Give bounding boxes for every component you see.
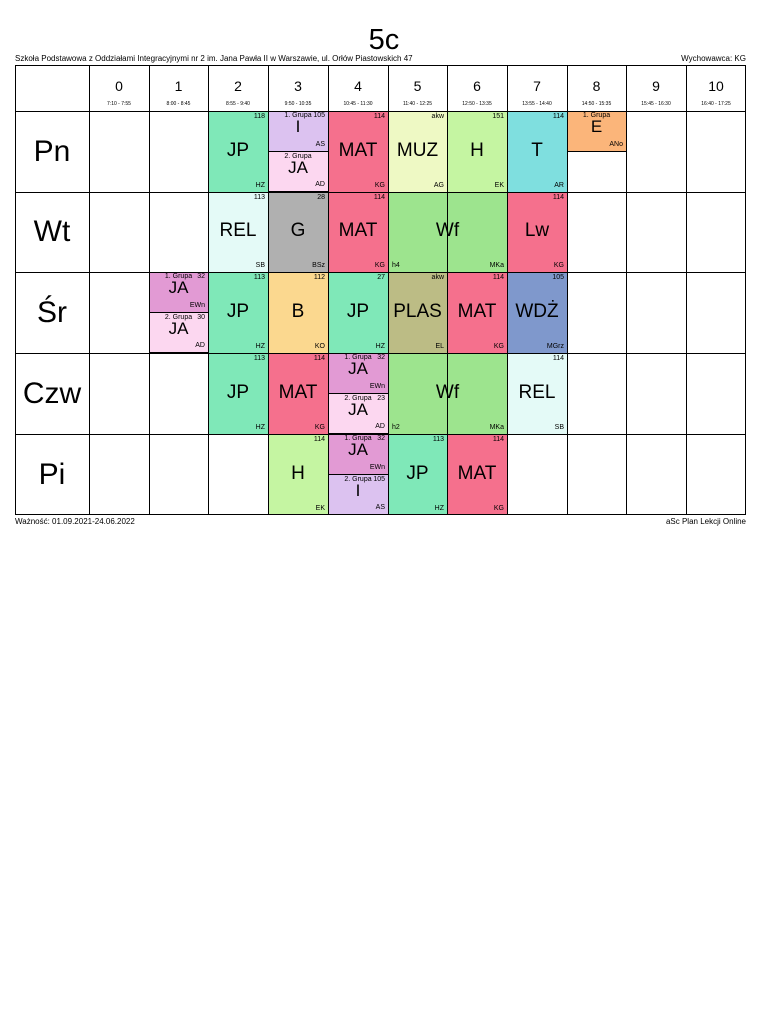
subject-label: MAT: [457, 463, 497, 484]
teacher-code: MGrz: [546, 343, 564, 350]
lesson-cell[interactable]: [268, 152, 328, 192]
grid-line: [15, 192, 746, 193]
subject-label: JP: [406, 463, 429, 484]
teacher-code: KG: [493, 343, 504, 350]
teacher-code: KG: [374, 182, 385, 189]
class-title: 5c: [368, 24, 400, 56]
period-time: 16:40 - 17:25: [701, 101, 731, 107]
subject-label: Lw: [524, 220, 550, 241]
lesson-cell[interactable]: [328, 353, 388, 394]
group-room: 30: [197, 314, 205, 321]
room-number: 114: [313, 436, 325, 443]
teacher-code: MKa: [489, 424, 504, 431]
lesson-cell[interactable]: [268, 434, 328, 515]
subject-label: MAT: [338, 220, 378, 241]
period-number: 7: [533, 78, 541, 94]
grid-line: [15, 272, 746, 273]
grid-line: [567, 65, 568, 515]
subject-label: JP: [346, 301, 370, 322]
period-number: 2: [234, 78, 242, 94]
day-label: Wt: [33, 215, 71, 248]
room-code: EWn: [189, 302, 205, 309]
teacher-code: EK: [315, 505, 325, 512]
teacher-code: AR: [554, 182, 564, 189]
room-code: AS: [315, 141, 325, 148]
period-header: [686, 66, 746, 110]
lesson-cell[interactable]: [268, 272, 328, 353]
room-number: 27: [377, 274, 385, 281]
validity-dates: Ważność: 01.09.2021-24.06.2022: [15, 517, 135, 526]
room-number: 114: [373, 194, 385, 201]
group-label: 2. Grupa: [284, 153, 312, 160]
period-time: 10:45 - 11:30: [343, 101, 373, 107]
subject-label: I: [355, 481, 361, 500]
lesson-cell[interactable]: [328, 192, 388, 272]
period-header: [208, 66, 268, 110]
subject-label: Wf: [435, 220, 460, 241]
timetable-grid: [15, 65, 746, 515]
room-code: EWn: [369, 383, 385, 390]
group-room: 32: [197, 273, 205, 280]
room-number: 113: [432, 436, 444, 443]
group-room: 105: [313, 112, 325, 119]
grid-line: [388, 65, 389, 515]
day-label: Pn: [33, 135, 71, 168]
group-label: 2. Grupa: [164, 314, 193, 321]
teacher-code: HZ: [434, 505, 444, 512]
teacher-code: HZ: [255, 182, 265, 189]
teacher-code: SB: [255, 262, 265, 269]
teacher-code: KG: [553, 262, 564, 269]
room-code: h2: [392, 424, 400, 431]
period-header: [149, 66, 208, 110]
subject-label: JA: [348, 359, 368, 378]
period-header: [89, 66, 149, 110]
group-label: 2. Grupa: [344, 476, 372, 483]
period-number: 6: [473, 78, 481, 94]
period-number: 10: [708, 78, 724, 94]
period-time: 8:00 - 8:45: [166, 101, 191, 107]
subject-label: WDŻ: [515, 301, 559, 322]
room-number: 114: [552, 194, 564, 201]
teacher-code: MKa: [489, 262, 504, 269]
lesson-cell[interactable]: [507, 272, 567, 353]
lesson-cell[interactable]: [447, 272, 507, 353]
group-room: 32: [377, 435, 385, 442]
lesson-cell[interactable]: [268, 192, 328, 272]
room-number: 118: [253, 113, 265, 120]
subject-label: E: [590, 117, 603, 136]
day-label: Pi: [38, 458, 66, 491]
footer-brand: aSc Plan Lekcji Online: [665, 517, 746, 526]
subject-label: Wf: [435, 382, 460, 403]
subject-label: I: [295, 117, 301, 136]
teacher-code: AS: [375, 504, 385, 511]
room-number: 105: [552, 274, 564, 281]
period-number: 4: [354, 78, 362, 94]
period-time: 11:40 - 12:25: [402, 101, 433, 107]
teacher-code: SB: [554, 424, 564, 431]
lesson-cell[interactable]: [208, 111, 268, 192]
teacher-code: HZ: [255, 424, 265, 431]
lesson-cell[interactable]: [328, 434, 388, 475]
room-number: 113: [253, 355, 265, 362]
group-label: 2. Grupa: [344, 395, 372, 402]
subject-label: MAT: [457, 301, 497, 322]
teacher-code: KO: [314, 343, 325, 350]
teacher-code: AG: [433, 182, 444, 189]
period-time: 8:55 - 9:40: [226, 101, 250, 107]
subject-label: JA: [168, 278, 189, 297]
period-header: [388, 66, 447, 110]
grid-line: [328, 65, 329, 515]
teacher-code: EL: [435, 343, 444, 350]
period-number: 8: [592, 78, 601, 94]
room-number: 113: [253, 274, 265, 281]
lesson-cell[interactable]: [328, 394, 388, 434]
subject-label: JA: [288, 158, 308, 177]
subject-label: REL: [518, 382, 556, 403]
grid-line: [89, 65, 90, 515]
subject-label: MUZ: [396, 140, 439, 161]
period-time: 15:45 - 16:30: [641, 101, 671, 107]
lesson-cell[interactable]: [149, 313, 208, 353]
room-number: 114: [492, 436, 504, 443]
teacher-code: HZ: [255, 343, 265, 350]
grid-line: [15, 111, 746, 112]
lesson-cell[interactable]: [388, 434, 447, 515]
lesson-cell[interactable]: [149, 272, 208, 313]
lesson-cell[interactable]: [328, 272, 388, 353]
group-room: 105: [373, 476, 385, 483]
lesson-cell[interactable]: [208, 353, 268, 434]
group-label: 1. Grupa: [582, 112, 611, 119]
lesson-cell[interactable]: [507, 111, 567, 192]
lesson-cell[interactable]: [567, 111, 626, 152]
teacher-code: EK: [494, 182, 504, 189]
lesson-cell[interactable]: [388, 111, 447, 192]
period-time: 9:50 - 10:35: [284, 101, 312, 107]
teacher-code: BSz: [312, 262, 325, 269]
period-header: [447, 66, 507, 110]
period-time: 7:10 - 7:55: [107, 101, 131, 107]
subject-label: MAT: [338, 140, 378, 161]
period-header: [268, 66, 328, 110]
lesson-cell[interactable]: [208, 272, 268, 353]
period-header: [626, 66, 686, 110]
grid-line: [507, 65, 508, 515]
grid-line: [15, 514, 746, 515]
room-number: 28: [317, 194, 325, 201]
lesson-cell[interactable]: [208, 192, 268, 272]
grid-line: [626, 65, 627, 515]
period-number: 9: [652, 78, 660, 94]
lesson-cell[interactable]: [268, 111, 328, 152]
subject-label: T: [531, 140, 543, 161]
period-header: [328, 66, 388, 110]
room-number: 114: [313, 355, 325, 362]
day-label: Czw: [22, 377, 82, 410]
lesson-cell[interactable]: [328, 475, 388, 515]
day-label: Śr: [37, 296, 67, 329]
grid-line: [15, 434, 746, 435]
teacher-code: KG: [374, 262, 385, 269]
room-code: EWn: [369, 464, 385, 471]
subject-label: JA: [348, 440, 368, 459]
room-number: 112: [313, 274, 325, 281]
period-header: [507, 66, 567, 110]
subject-label: PLAS: [393, 301, 442, 322]
group-room: 23: [377, 395, 385, 402]
lesson-cell[interactable]: [388, 272, 447, 353]
lesson-cell[interactable]: [507, 192, 567, 272]
period-number: 1: [174, 78, 183, 94]
lesson-cell[interactable]: [507, 353, 567, 434]
subject-label: G: [290, 220, 306, 241]
teacher-code: AD: [195, 342, 205, 349]
subject-label: JA: [168, 319, 189, 338]
teacher-code: KG: [314, 424, 325, 431]
room-number: 114: [373, 113, 385, 120]
group-label: 1. Grupa: [344, 435, 372, 442]
period-number: 0: [115, 78, 123, 94]
subject-label: JP: [226, 382, 250, 403]
lesson-cell[interactable]: [447, 111, 507, 192]
subject-label: H: [470, 140, 484, 161]
period-number: 3: [294, 78, 302, 94]
teacher-code: AD: [315, 181, 325, 188]
subject-label: JA: [348, 400, 368, 419]
subject-label: H: [291, 463, 305, 484]
period-time: 14:50 - 15:35: [581, 101, 612, 107]
group-label: 1. Grupa: [164, 273, 193, 280]
room-number: 151: [492, 113, 504, 120]
subject-label: JP: [226, 140, 250, 161]
group-label: 1. Grupa: [284, 112, 312, 119]
grid-line: [15, 65, 746, 66]
period-time: 13:55 - 14:40: [522, 101, 552, 107]
room-number: 114: [552, 113, 564, 120]
room-code: h4: [392, 262, 400, 269]
grid-line: [447, 65, 448, 515]
subject-label: JP: [226, 301, 250, 322]
subject-label: REL: [219, 220, 257, 241]
period-header: [567, 66, 626, 110]
lesson-cell[interactable]: [268, 353, 328, 434]
teacher-code: KG: [493, 505, 504, 512]
group-label: 1. Grupa: [344, 354, 372, 361]
teacher-code: HZ: [375, 343, 385, 350]
subject-label: B: [291, 301, 305, 322]
room-number: 114: [492, 274, 504, 281]
school-name: Szkoła Podstawowa z Oddziałami Integracyjnymi nr 2 im. Jana Pawła II w Warszawie, ul. Orłów Piastowskich 47: [15, 54, 413, 63]
grid-line: [15, 353, 746, 354]
grid-line: [149, 65, 150, 515]
grid-line: [208, 65, 209, 515]
group-room: 32: [377, 354, 385, 361]
room-number: 113: [253, 194, 265, 201]
room-number: akw: [431, 274, 444, 281]
lesson-cell[interactable]: [328, 111, 388, 192]
subject-label: MAT: [278, 382, 318, 403]
period-number: 5: [413, 78, 422, 94]
grid-line: [686, 65, 687, 515]
room-number: akw: [431, 113, 444, 120]
grid-line: [745, 65, 746, 515]
period-time: 12:50 - 13:35: [462, 101, 492, 107]
teacher-code: AD: [375, 423, 385, 430]
lesson-cell[interactable]: [447, 434, 507, 515]
class-tutor: Wychowawca: KG: [681, 54, 746, 63]
grid-line: [15, 65, 16, 515]
room-number: 114: [552, 355, 564, 362]
grid-line: [268, 65, 269, 515]
teacher-code: ANo: [609, 141, 623, 148]
